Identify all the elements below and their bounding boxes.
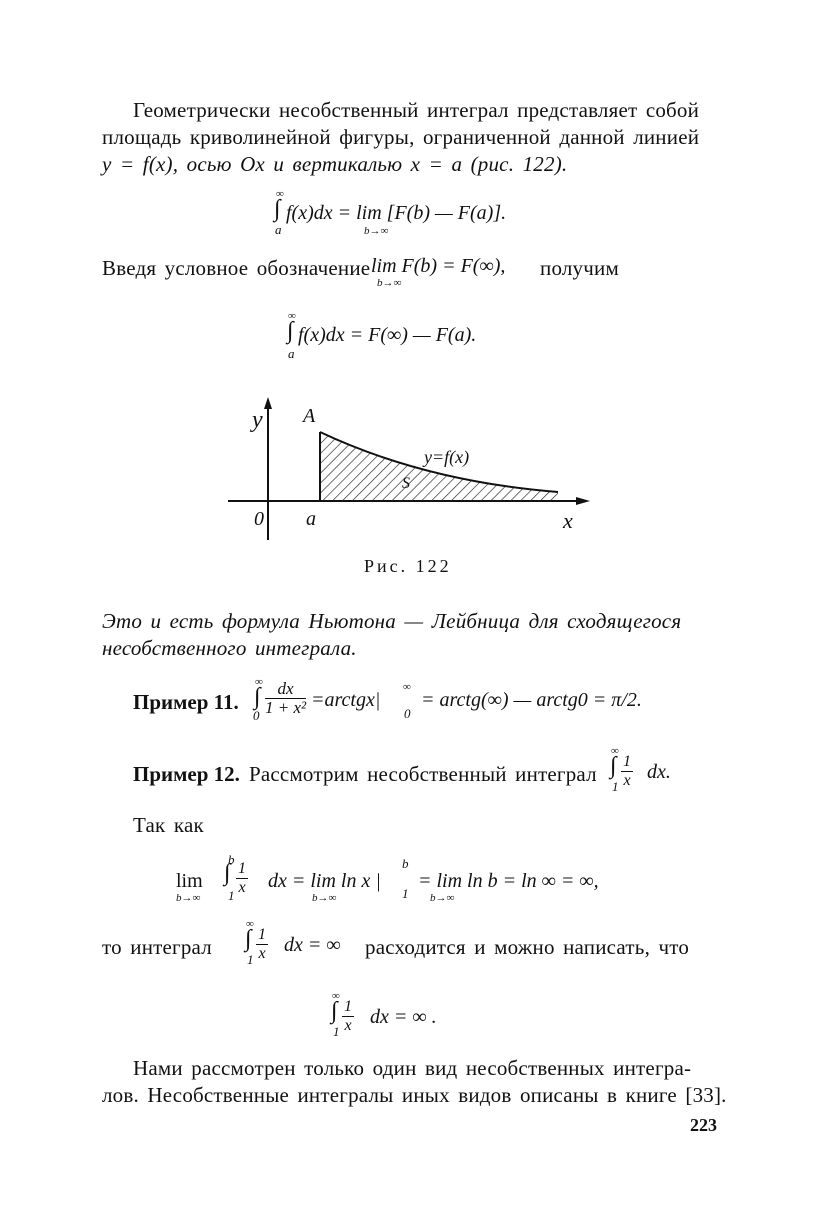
fraction-numerator: 1: [238, 860, 246, 877]
fraction-numerator: dx: [265, 680, 306, 699]
diverges-text-right: расходится и можно написать, что: [365, 935, 690, 959]
origin-label: 0: [254, 508, 264, 530]
integral-lower-limit: a: [288, 346, 295, 361]
fraction-denominator: x: [238, 879, 246, 896]
formula-body: f(x)dx = F(∞) — F(a).: [298, 324, 477, 346]
integral-lower-limit: a: [275, 222, 282, 237]
statement-line: Это и есть формула Ньютона — Лейбница для сходящегося: [102, 609, 682, 633]
a-label: a: [306, 508, 316, 530]
point-a-label: A: [303, 405, 316, 427]
example-12-label: Пример 12.: [133, 762, 240, 786]
fraction-denominator: x: [623, 772, 631, 789]
integral-sign: ∫: [245, 926, 252, 952]
fraction: [236, 860, 248, 897]
integral-sign: ∫: [254, 684, 261, 710]
fraction-denominator: 1 + x²: [265, 698, 307, 717]
integral-lower-limit: 1: [612, 779, 619, 794]
fraction-denominator: x: [344, 1017, 352, 1034]
fraction-numerator: 1: [258, 926, 266, 943]
lim-operator: lim: [176, 870, 203, 892]
formula-tail: dx = ∞ .: [370, 1006, 437, 1028]
fraction: [342, 998, 354, 1035]
fraction-denominator: x: [258, 945, 266, 962]
integral-upper-limit: ∞: [246, 918, 254, 930]
formula-tail: = arctg(∞) — arctg0 = π/2.: [421, 689, 642, 711]
bound-lower: 1: [402, 886, 409, 901]
integral-upper-limit: ∞: [332, 990, 340, 1002]
paragraph-line: Геометрически несобственный интеграл представляет собой: [133, 98, 700, 122]
diverges-text-left: то интеграл: [102, 935, 212, 959]
intro-text-right: получим: [540, 256, 619, 280]
formula-part: dx = lim ln x |: [268, 870, 381, 892]
integral-upper-limit: b: [228, 852, 235, 867]
fraction-numerator: 1: [344, 998, 352, 1015]
integral-lower-limit: 0: [253, 708, 260, 723]
bound-upper: ∞: [403, 681, 411, 693]
intro-formula: lim F(b) = F(∞),: [371, 255, 506, 277]
integral-lower-limit: 1: [228, 888, 235, 903]
integral-upper-limit: ∞: [276, 188, 284, 200]
integral-sign: ∫: [610, 753, 617, 779]
x-axis-arrow: [576, 497, 590, 505]
example-12-text: Рассмотрим несобственный интеграл: [249, 762, 597, 786]
statement-line: несобственного интеграла.: [102, 636, 357, 660]
lim-subscript: b→∞: [430, 892, 455, 904]
curve-label: y=f(x): [424, 447, 470, 467]
integral-sign: ∫: [331, 998, 338, 1024]
formula-tail: dx.: [647, 761, 671, 783]
example-11-label: Пример 11.: [133, 690, 239, 714]
y-axis-label: y: [252, 407, 263, 433]
formula-body: f(x)dx = lim [F(b) — F(a)].: [286, 202, 507, 224]
integral-sign: ∫: [274, 196, 281, 222]
formula-part: = lim ln b = ln ∞ = ∞,: [418, 870, 599, 892]
lim-subscript: b→∞: [176, 892, 201, 904]
fraction-numerator: 1: [623, 753, 631, 770]
y-axis-arrow: [264, 397, 272, 409]
lim-subscript: b→∞: [312, 892, 337, 904]
closing-line: Нами рассмотрен только один вид несобственных интегра-: [133, 1056, 692, 1080]
formula-part: dx = ∞: [284, 934, 341, 956]
paragraph-line: y = f(x), осью Ox и вертикалью x = a (рис. 122).: [102, 152, 568, 176]
formula-part: =arctgx|: [311, 689, 381, 711]
bound-upper: b: [402, 856, 409, 871]
x-axis-label: x: [563, 508, 573, 533]
closing-line: лов. Несобственные интегралы иных видов описаны в книге [33].: [102, 1083, 727, 1107]
fraction: [265, 680, 306, 717]
integral-upper-limit: ∞: [611, 745, 619, 757]
since-text: Так как: [133, 813, 204, 837]
intro-text: Введя условное обозначение: [102, 256, 371, 280]
paragraph-line: площадь криволинейной фигуры, ограниченной данной линией: [102, 125, 700, 149]
integral-lower-limit: 1: [247, 952, 254, 967]
figure-caption: Рис. 122: [364, 556, 452, 576]
integral-upper-limit: ∞: [288, 310, 296, 322]
integral-lower-limit: 1: [333, 1024, 340, 1039]
page-number: 223: [690, 1115, 717, 1135]
figure-graph: [220, 395, 600, 545]
lim-subscript: b→∞: [377, 277, 402, 289]
integral-sign: ∫: [287, 318, 294, 344]
integral-sign: ∫: [224, 860, 231, 886]
area-label: S: [402, 475, 410, 492]
bound-lower: 0: [404, 706, 411, 721]
lim-subscript: b→∞: [364, 225, 389, 237]
integral-upper-limit: ∞: [255, 676, 263, 688]
fraction: [621, 753, 633, 790]
fraction: [256, 926, 268, 963]
